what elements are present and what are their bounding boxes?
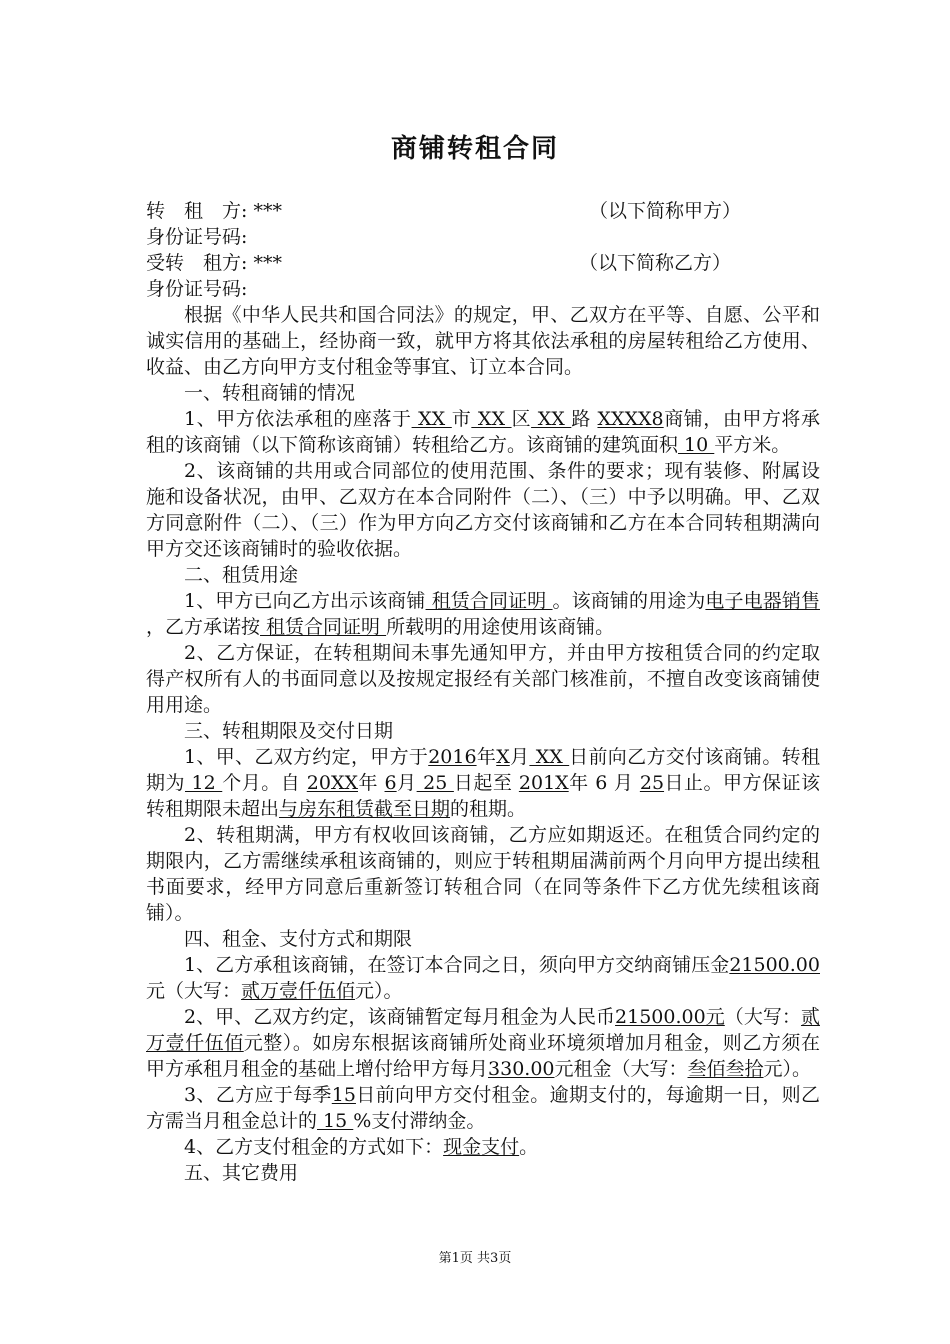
text: 个月。自 xyxy=(222,772,307,794)
text: 1、甲方已向乙方出示该商铺 xyxy=(184,590,426,612)
section-2-clause-1 xyxy=(146,588,820,640)
lessor-value: *** xyxy=(253,200,282,222)
text: %支付滞纳金。 xyxy=(353,1110,486,1132)
rent-amount: 21500.00元 xyxy=(615,1006,725,1028)
section-4-clause-2 xyxy=(146,1004,820,1082)
text: 元租金（大写： xyxy=(554,1058,688,1080)
text: 的租期。 xyxy=(450,798,527,820)
payment-day: 15 xyxy=(331,1084,356,1106)
page-footer: 第1页 共3页 xyxy=(438,1251,512,1266)
rent-amount-cn: 贰万壹仟伍佰 xyxy=(146,1006,820,1054)
section-5-heading: 五、其它费用 xyxy=(184,1162,299,1184)
text: 市 xyxy=(451,408,472,430)
lessor-id-label: 身份证号码: xyxy=(146,226,248,248)
section-4-heading: 四、租金、支付方式和期限 xyxy=(184,928,413,950)
text: 4、乙方支付租金的方式如下： xyxy=(184,1136,444,1158)
text: 元）。 xyxy=(763,1058,812,1080)
extra-rent-cn: 叁佰叁拾 xyxy=(687,1058,764,1080)
lessee-value: *** xyxy=(253,252,282,274)
late-fee-rate: 15 xyxy=(317,1110,354,1132)
lessor-label: 转 租 方: xyxy=(146,200,248,222)
number-field: XXXX8 xyxy=(597,408,664,430)
lessee-id-label: 身份证号码: xyxy=(146,278,248,300)
text: 年 xyxy=(476,746,497,768)
lessor-line xyxy=(146,198,820,224)
end-day: 25 xyxy=(639,772,665,794)
contract-body xyxy=(146,198,820,1186)
delivery-month: X xyxy=(496,746,510,768)
delivery-day: XX xyxy=(529,746,570,768)
start-month: 6 xyxy=(384,772,397,794)
text: 区 xyxy=(511,408,532,430)
section-3-clause-1 xyxy=(146,744,820,822)
deposit-amount-cn: 贰万壹仟伍佰 xyxy=(241,980,356,1002)
text: ，乙方承诺按 xyxy=(146,616,261,638)
term-months: 12 xyxy=(185,772,223,794)
lessee-label: 受转 租方: xyxy=(146,252,248,274)
text: 。 xyxy=(519,1136,539,1158)
district-field: XX xyxy=(471,408,512,430)
payment-method: 现金支付 xyxy=(443,1136,520,1158)
text: 月 xyxy=(509,746,530,768)
page-title: 商铺转租合同 xyxy=(390,134,559,164)
text: 3、乙方应于每季 xyxy=(184,1084,332,1106)
lessee-note: （以下简称乙方） xyxy=(579,252,732,274)
document-field-2: 租赁合同证明 xyxy=(260,616,387,638)
text: 路 xyxy=(571,408,598,430)
deposit-amount: 21500.00 xyxy=(729,954,820,976)
section-2-heading: 二、租赁用途 xyxy=(184,564,299,586)
lessee-line xyxy=(146,250,820,276)
start-day: 25 xyxy=(416,772,454,794)
text: 年 xyxy=(358,772,385,794)
text: 元）。 xyxy=(355,980,403,1002)
text: 1、甲方依法承租的座落于 xyxy=(184,408,412,430)
text: 日前向乙方交付该商铺。转租期为 xyxy=(146,746,820,794)
section-4-clause-3 xyxy=(146,1082,820,1134)
text: 2、甲、乙双方约定，该商铺暂定每月租金为人民币 xyxy=(184,1006,616,1028)
text: 日前向甲方交付租金。逾期支付的，每逾期一日，则乙方需当月租金总计的 xyxy=(146,1084,820,1132)
intro-paragraph: 根据《中华人民共和国合同法》的规定，甲、乙双方在平等、自愿、公平和诚实信用的基础上，经协商一致，就甲方将其依法承租的房屋转租给乙方使用、收益、由乙方向甲方支付租金等事宜、订立本合同。 xyxy=(146,304,820,378)
extra-rent: 330.00 xyxy=(488,1058,555,1080)
text: 1、乙方承租该商铺，在签订本合同之日，须向甲方交纳商铺压金 xyxy=(184,954,730,976)
start-year: 20XX xyxy=(306,772,358,794)
road-field: XX xyxy=(531,408,572,430)
lessor-id-line xyxy=(146,224,820,250)
area-field: 10 xyxy=(678,434,715,456)
text: （大写： xyxy=(724,1006,801,1028)
section-1-clause-2: 2、该商铺的共用或合同部位的使用范围、条件的要求；现有装修、附属设施和设备状况，由甲、乙双方在本合同附件（二）、（三）中予以明确。甲、乙双方同意附件（二）、（三）作为甲方向乙方交付该商铺和乙方在本合同转租期满向甲方交还该商铺时的验收依据。 xyxy=(146,460,820,560)
text: 年 6 月 xyxy=(568,772,640,794)
text: 日起至 xyxy=(453,772,519,794)
term-limit: 与房东租赁截至日期 xyxy=(279,798,451,820)
lessee-id-line xyxy=(146,276,820,302)
section-4-clause-4 xyxy=(146,1134,820,1160)
text: 月 xyxy=(396,772,417,794)
section-2-clause-2: 2、乙方保证，在转租期间未事先通知甲方，并由甲方按租赁合同的约定取得产权所有人的书面同意以及按规定报经有关部门核准前，不擅自改变该商铺使用用途。 xyxy=(146,642,820,716)
city-field: XX xyxy=(411,408,452,430)
text: 1、甲、乙双方约定，甲方于 xyxy=(184,746,429,768)
text: 商铺，由甲方将承租的该商铺（以下简称该商铺）转租给乙方。该商铺的建筑面积 xyxy=(146,408,820,456)
delivery-year: 2016 xyxy=(428,746,477,768)
end-year: 201X xyxy=(518,772,569,794)
section-4-clause-1 xyxy=(146,952,820,1004)
section-1-heading: 一、转租商铺的情况 xyxy=(184,382,356,404)
text: 。该商铺的用途为 xyxy=(552,590,706,612)
text: 平方米。 xyxy=(714,434,791,456)
text: 元（大写： xyxy=(146,980,242,1002)
document-field: 租赁合同证明 xyxy=(425,590,553,612)
use-field: 电子电器销售 xyxy=(705,590,820,612)
section-3-heading: 三、转租期限及交付日期 xyxy=(184,720,394,742)
lessor-note: （以下简称甲方） xyxy=(589,200,742,222)
section-3-clause-2: 2、转租期满，甲方有权收回该商铺，乙方应如期返还。在租赁合同约定的期限内，乙方需继续承租该商铺的，则应于转租期届满前两个月向甲方提出续租书面要求，经甲方同意后重新签订转租合同（在同等条件下乙方优先续租该商铺）。 xyxy=(146,824,820,924)
section-1-clause-1 xyxy=(146,406,820,458)
text: 元整）。如房东根据该商铺所处商业环境须增加月租金，则乙方须在甲方承租月租金的基础上增付给甲方每月 xyxy=(146,1032,820,1080)
text: 所载明的用途使用该商铺。 xyxy=(386,616,615,638)
text: 日止。甲方保证该转租期限未超出 xyxy=(146,772,820,820)
